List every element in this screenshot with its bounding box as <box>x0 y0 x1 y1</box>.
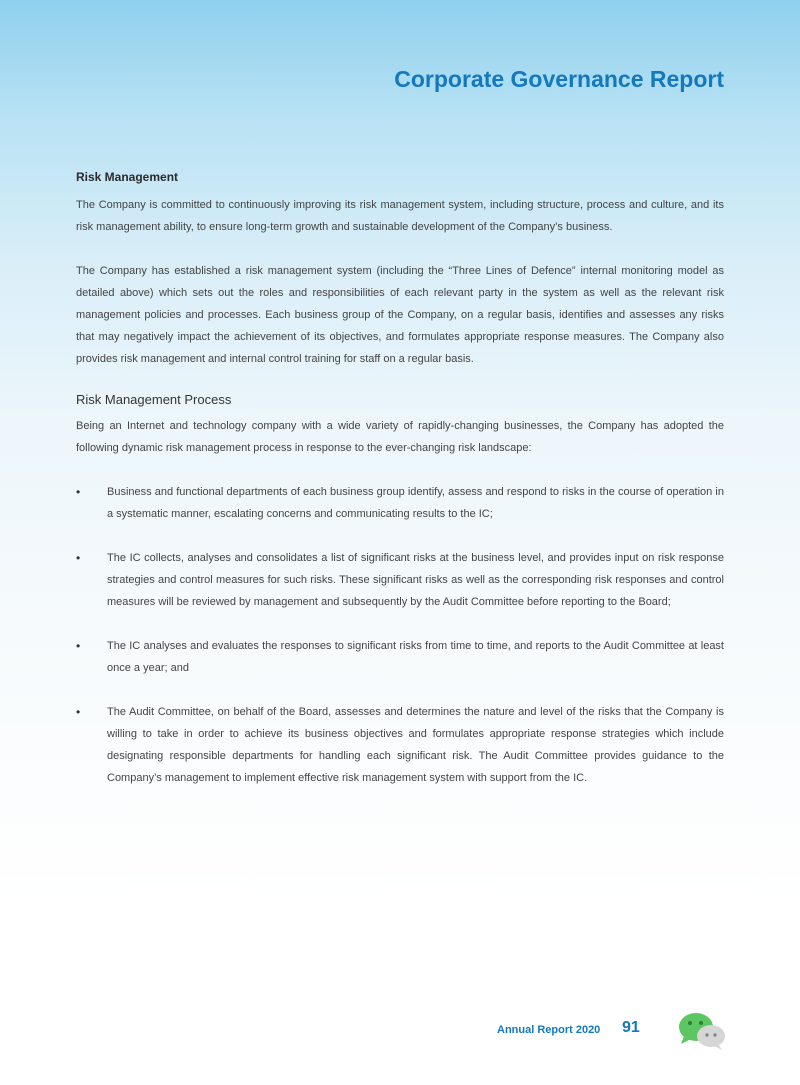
bullet-mark: • <box>76 551 81 565</box>
bullet-text: The IC analyses and evaluates the responses to significant risks from time to time, and reports to the Audit Committee at least once a year; and <box>107 640 724 674</box>
paragraph-risk-system: The Company has established a risk management system (including the “Three Lines of Defence” internal monitoring model as detailed above) which sets out the roles and responsibilities of each relevant party in the system as well as the relevant risk management policies and processes. Each business group of the Company, on a regular basis, identifies and assesses any risks that may negatively impact the achievement of its objectives, and formulates appropriate response measures. The Company also provides risk management and internal control training for staff on a regular basis. <box>76 265 724 365</box>
bullet-mark: • <box>76 485 81 499</box>
process-bullet-list <box>76 481 724 789</box>
chat-bubbles-logo-icon <box>676 1010 728 1052</box>
bullet-text: Business and functional departments of each business group identify, assess and respond to risks in the course of operation in a systematic manner, escalating concerns and communicating results to the IC; <box>107 486 724 520</box>
main-content <box>76 170 724 811</box>
bullet-text: The Audit Committee, on behalf of the Board, assesses and determines the nature and level of the risks that the Company is willing to take in order to achieve its business objectives and formulates appropriate response strategies which include designating responsible departments for handling each significant risk. The Audit Committee provides guidance to the Company’s management to implement effective risk management system with support from the IC. <box>107 706 724 784</box>
list-item <box>76 701 724 789</box>
list-item <box>76 481 724 525</box>
footer-page-number: 91 <box>622 1019 640 1036</box>
section-heading-risk-management: Risk Management <box>76 170 179 184</box>
bullet-text: The IC collects, analyses and consolidates a list of significant risks at the business level, and provides input on risk response strategies and control measures for such risks. These significant risks as well as the corresponding risk responses and control measures will be reviewed by management and subsequently by the Audit Committee before reporting to the Board; <box>107 552 724 608</box>
subheading-risk-management-process: Risk Management Process <box>76 392 232 407</box>
paragraph-process-intro: Being an Internet and technology company with a wide variety of rapidly-changing businesses, the Company has adopted the following dynamic risk management process in response to the ever-changing risk landscape: <box>76 420 724 454</box>
page-header-title: Corporate Governance Report <box>394 66 724 92</box>
bullet-mark: • <box>76 705 81 719</box>
paragraph-commitment: The Company is committed to continuously improving its risk management system, including structure, process and culture, and its risk management ability, to ensure long-term growth and sustainable development of the Company’s business. <box>76 199 724 233</box>
list-item <box>76 547 724 613</box>
list-item <box>76 635 724 679</box>
bullet-mark: • <box>76 639 81 653</box>
footer-report-label: Annual Report 2020 <box>497 1024 601 1036</box>
